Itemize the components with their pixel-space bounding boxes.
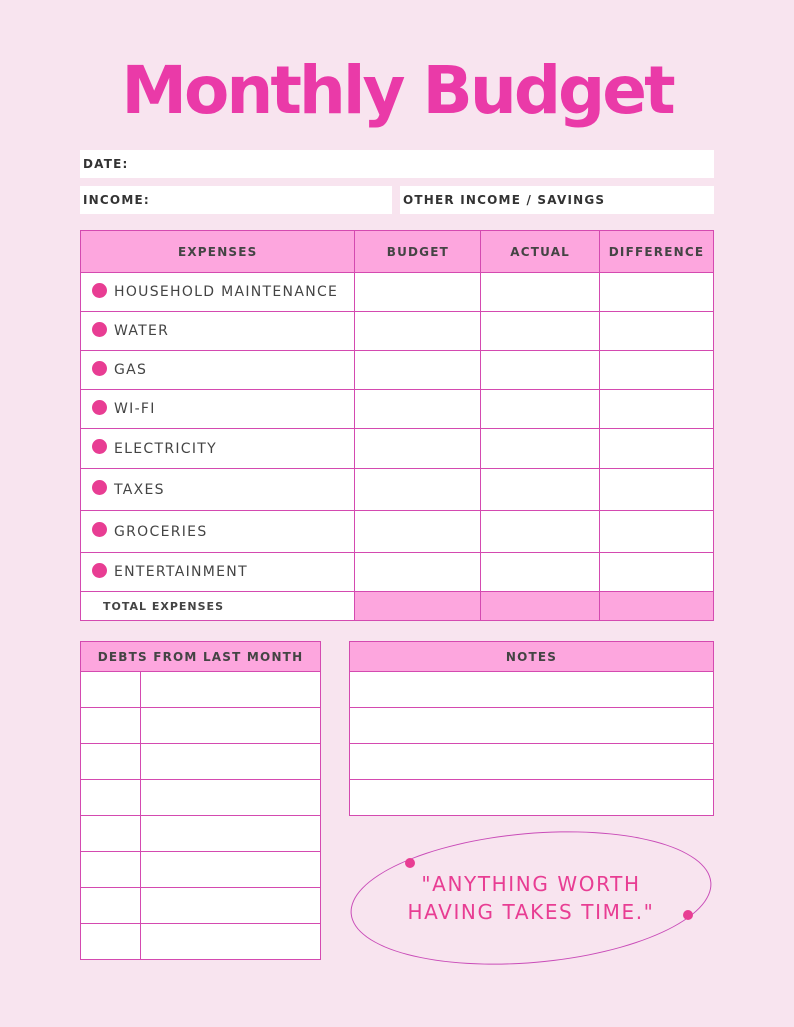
actual-cell[interactable] [481, 351, 600, 390]
difference-cell[interactable] [600, 273, 714, 312]
expenses-header: EXPENSES [81, 231, 355, 273]
actual-cell[interactable] [481, 312, 600, 351]
expense-label: HOUSEHOLD MAINTENANCE [114, 284, 339, 300]
debt-amount-cell[interactable] [140, 708, 320, 744]
notes-line[interactable] [350, 708, 714, 744]
other-income-field[interactable] [400, 186, 714, 214]
budget-cell[interactable] [355, 273, 481, 312]
date-field[interactable] [80, 150, 714, 178]
table-row [350, 744, 714, 780]
quote-text [350, 870, 712, 926]
bullet-icon [92, 563, 107, 578]
actual-cell[interactable] [481, 553, 600, 592]
expense-label: WI-FI [114, 401, 156, 417]
debt-cell[interactable] [81, 744, 141, 780]
actual-cell[interactable] [481, 511, 600, 553]
expense-label: ELECTRICITY [114, 440, 217, 457]
quote-dot-left-icon [405, 858, 415, 868]
table-row [81, 852, 321, 888]
total-budget-cell[interactable] [355, 592, 481, 621]
total-difference-cell[interactable] [600, 592, 714, 621]
notes-table [349, 641, 714, 816]
actual-header: ACTUAL [481, 231, 600, 273]
debts-table [80, 641, 321, 960]
difference-cell[interactable] [600, 553, 714, 592]
table-row [81, 273, 714, 312]
notes-line[interactable] [350, 672, 714, 708]
debt-cell[interactable] [81, 852, 141, 888]
table-row [81, 469, 714, 511]
table-row [81, 312, 714, 351]
quote-line-1: "ANYTHING WORTH [421, 872, 641, 896]
bullet-icon [92, 522, 107, 537]
debt-amount-cell[interactable] [140, 888, 320, 924]
debt-cell[interactable] [81, 924, 141, 960]
total-row [81, 592, 714, 621]
expense-label: ENTERTAINMENT [114, 564, 248, 580]
notes-line[interactable] [350, 780, 714, 816]
notes-header: NOTES [350, 642, 714, 672]
total-actual-cell[interactable] [481, 592, 600, 621]
bullet-icon [92, 322, 107, 337]
budget-cell[interactable] [355, 511, 481, 553]
debt-amount-cell[interactable] [140, 780, 320, 816]
budget-cell[interactable] [355, 351, 481, 390]
difference-cell[interactable] [600, 469, 714, 511]
debt-cell[interactable] [81, 672, 141, 708]
difference-cell[interactable] [600, 351, 714, 390]
difference-cell[interactable] [600, 429, 714, 469]
budget-header: BUDGET [355, 231, 481, 273]
table-row [350, 708, 714, 744]
debt-cell[interactable] [81, 780, 141, 816]
expense-label: GROCERIES [114, 523, 208, 540]
table-row [81, 744, 321, 780]
table-row [81, 780, 321, 816]
notes-line[interactable] [350, 744, 714, 780]
quote-line-2: HAVING TAKES TIME." [407, 900, 655, 924]
expense-label: TAXES [114, 481, 165, 498]
total-expenses-label: TOTAL EXPENSES [81, 592, 355, 621]
debt-cell[interactable] [81, 708, 141, 744]
bullet-icon [92, 400, 107, 415]
income-field[interactable] [80, 186, 392, 214]
expense-label: GAS [114, 362, 148, 378]
actual-cell[interactable] [481, 273, 600, 312]
debt-cell[interactable] [81, 816, 141, 852]
debt-amount-cell[interactable] [140, 852, 320, 888]
page-title: Monthly Budget [121, 52, 673, 129]
actual-cell[interactable] [481, 429, 600, 469]
debt-amount-cell[interactable] [140, 672, 320, 708]
table-row [81, 708, 321, 744]
debt-amount-cell[interactable] [140, 816, 320, 852]
income-label: INCOME: [83, 193, 150, 207]
table-row [81, 511, 714, 553]
table-row [350, 780, 714, 816]
other-income-label: OTHER INCOME / SAVINGS [403, 193, 606, 207]
actual-cell[interactable] [481, 469, 600, 511]
table-row [81, 672, 321, 708]
difference-header: DIFFERENCE [600, 231, 714, 273]
budget-cell[interactable] [355, 469, 481, 511]
table-row [81, 429, 714, 469]
table-row [81, 390, 714, 429]
difference-cell[interactable] [600, 390, 714, 429]
difference-cell[interactable] [600, 511, 714, 553]
expenses-table [80, 230, 714, 621]
expense-label: WATER [114, 323, 170, 339]
difference-cell[interactable] [600, 312, 714, 351]
bullet-icon [92, 361, 107, 376]
debt-amount-cell[interactable] [140, 744, 320, 780]
budget-cell[interactable] [355, 429, 481, 469]
table-row [81, 924, 321, 960]
debts-header: DEBTS FROM LAST MONTH [81, 642, 321, 672]
bullet-icon [92, 283, 107, 298]
actual-cell[interactable] [481, 390, 600, 429]
date-label: DATE: [83, 157, 129, 171]
debt-cell[interactable] [81, 888, 141, 924]
debt-amount-cell[interactable] [140, 924, 320, 960]
table-row [81, 816, 321, 852]
budget-cell[interactable] [355, 553, 481, 592]
budget-cell[interactable] [355, 312, 481, 351]
table-row [81, 351, 714, 390]
table-row [350, 672, 714, 708]
table-row [81, 888, 321, 924]
bullet-icon [92, 439, 107, 454]
budget-cell[interactable] [355, 390, 481, 429]
bullet-icon [92, 480, 107, 495]
table-row [81, 553, 714, 592]
